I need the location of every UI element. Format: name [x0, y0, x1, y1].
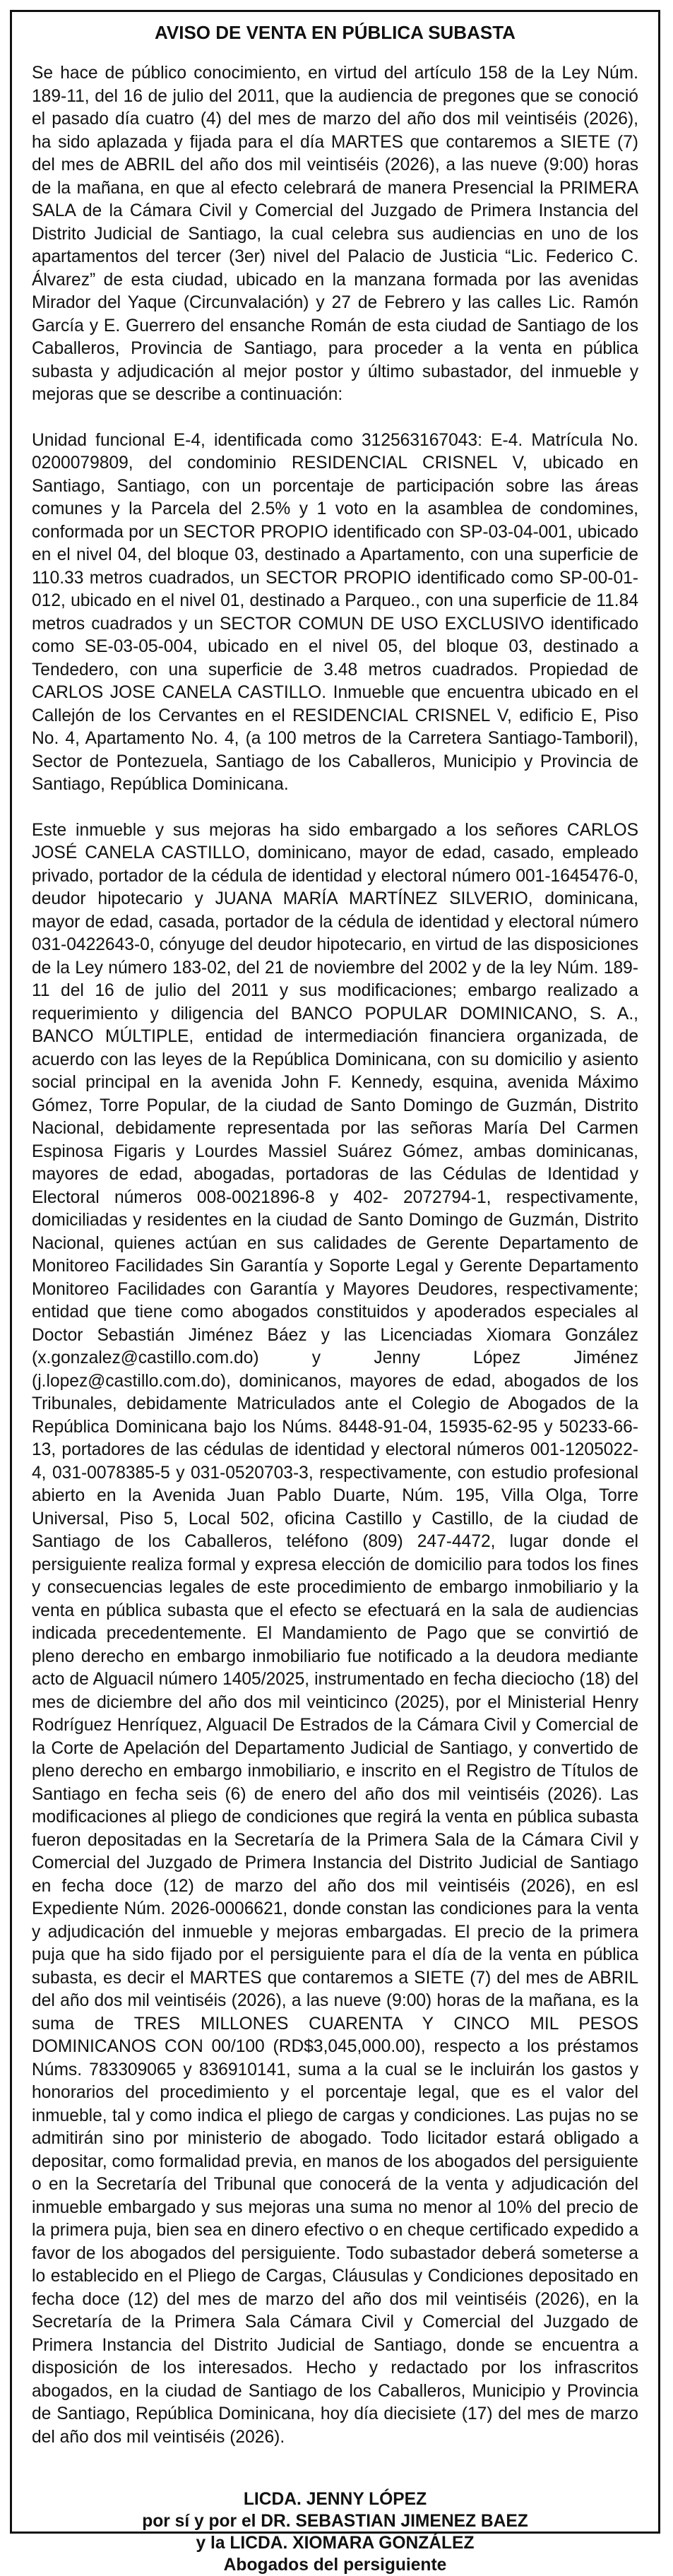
notice-paragraph-property: Unidad funcional E-4, identificada como 312563167043: E-4. Matrícula No. 0200079809, del condominio RESIDENCIAL CRISNEL V, ubicado en Santiago, Santiago, con un porcentaje de participación sobre las áreas comunes y la Parcela del 2.5% y 1 voto en la asamblea de condomines, conformada por un SECTOR PROPIO identificado con SP-03-04-001, ubicado en el nivel 04, del bloque 03, destinado a Apartamento, con una superficie de 110.33 metros cuadrados, un SECTOR PROPIO identificado como SP-00-01-012, ubicado en el nivel 01, destinado a Parqueo., con una superficie de 11.84 metros cuadrados y un SECTOR COMUN DE USO EXCLUSIVO identificado como SE-03-05-004, ubicado en el nivel 05, del bloque 03, destinado a Tendedero, con una superficie de 3.48 metros cuadrados. Propiedad de CARLOS JOSE CANELA CASTILLO. Inmueble que encuentra ubicado en el Callejón de los Cervantes en el RESIDENCIAL CRISNEL V, edificio E, Piso No. 4, Apartamento No. 4, (a 100 metros de la Carretera Santiago-Tamboril), Sector de Pontezuela, Santiago de los Caballeros, Municipio y Provincia de Santiago, República Dominicana. [32, 430, 638, 795]
signature-role: Abogados del persiguiente [223, 2556, 447, 2575]
notice-title: AVISO DE VENTA EN PÚBLICA SUBASTA [155, 22, 516, 43]
signature-name: LICDA. JENNY LÓPEZ [243, 2490, 427, 2510]
notice-paragraph-seizure: Este inmueble y sus mejoras ha sido embargado a los señores CARLOS JOSÉ CANELA CASTILLO, dominicano, mayor de edad, casado, empleado privado, portador de la cédula de identidad y electoral número 001-1645476-0, deudor hipotecario y JUANA MARÍA MARTÍNEZ SILVERIO, dominicana, mayor de edad, casada, portador de la cédula de identidad y electoral número 031-0422643-0, cónyuge del deudor hipotecario, en virtud de las disposiciones de la Ley número 183-02, del 21 de noviembre del 2002 y de la ley Núm. 189-11 del 16 de julio del 2011 y sus modificaciones; embargo realizado a requerimiento y diligencia del BANCO POPULAR DOMINICANO, S. A., BANCO MÚLTIPLE, entidad de intermediación financiera organizada, de acuerdo con las leyes de la República Dominicana, con su domicilio y asiento social principal en la avenida John F. Kennedy, esquina, avenida Máximo Gómez, Torre Popular, de la ciudad de Santo Domingo de Guzmán, Distrito Nacional, debidamente representada por las señoras María Del Carmen Espinosa Figaris y Lourdes Massiel Suárez Gómez, ambas dominicanas, mayores de edad, abogadas, portadoras de las Cédulas de Identidad y Electoral números 008-0021896-8 y 402- 2072794-1, respectivamente, domiciliadas y residentes en la ciudad de Santo Domingo de Guzmán, Distrito Nacional, quienes actúan en sus calidades de Gerente Departamento de Monitoreo Facilidades Sin Garantía y Soporte Legal y Gerente Departamento Monitoreo Facilidades con Garantía y Mayores Deudores, respectivamente; entidad que tiene como abogados constituidos y apoderados especiales al Doctor Sebastián Jiménez Báez y las Licenciadas Xiomara González (x.gonzalez@castillo.com.do) y Jenny López Jiménez (j.lopez@castillo.com.do), dominicanos, mayores de edad, abogados de los Tribunales, debidamente Matriculados ante el Colegio de Abogados de la República Dominicana bajo los Núms. 8448-91-04, 15935-62-95 y 50233-66-13, portadores de las cédulas de identidad y electoral números 001-1205022-4, 031-0078385-5 y 031-0520703-3, respectivamente, con estudio profesional abierto en la Avenida Juan Pablo Duarte, Núm. 195, Villa Olga, Torre Universal, Piso 5, Local 502, oficina Castillo y Castillo, de la ciudad de Santiago de los Caballeros, teléfono (809) 247-4472, lugar donde el persiguiente realiza formal y expresa elección de domicilio para todos los fines y consecuencias legales de este procedimiento de embargo inmobiliario y la venta en pública subasta que el efecto se efectuará en la sala de audiencias indicada precedentemente. El Mandamiento de Pago que se convirtió de pleno derecho en embargo inmobiliario fue notificado a la deudora mediante acto de Alguacil número 1405/2025, instrumentado en fecha dieciocho (18) del mes de diciembre del año dos mil veinticinco (2025), por el Ministerial Henry Rodríguez Henríquez, Alguacil De Estrados de la Cámara Civil y Comercial de la Corte de Apelación del Departamento Judicial de Santiago, y convertido de pleno derecho en embargo inmobiliario, e inscrito en el Registro de Títulos de Santiago en fecha seis (6) de enero del año dos mil veintiséis (2026). Las modificaciones al pliego de condiciones que regirá la venta en pública subasta fueron depositadas en la Secretaría de la Primera Sala de la Cámara Civil y Comercial del Juzgado de Primera Instancia del Distrito Judicial de Santiago en fecha doce (12) de marzo del año dos mil veintiséis (2026), en esl Expediente Núm. 2026-0006621, donde constan las condiciones para la venta y adjudicación del inmueble y mejoras embargadas. El precio de la primera puja que ha sido fijado por el persiguiente para el día de la venta en pública subasta, es decir el MARTES que contaremos a SIETE (7) del mes de ABRIL del año dos mil veintiséis (2026), a las nueve (9:00) horas de la mañana, es la suma de TRES MILLONES CUARENTA Y CINCO MIL PESOS DOMINICANOS CON 00/100 (RD$3,045,000.00), respecto a los préstamos Núms. 783309065 y 836910141, suma a la cual se le incluirán los gastos y honorarios del procedimiento y el porcentaje legal, que es el valor del inmueble, tal y como indica el pliego de cargas y condiciones. Las pujas no se admitirán sino por ministerio de abogado. Todo licitador estará obligado a depositar, como formalidad previa, en manos de los abogados del persiguiente o en la Secretaría del Tribunal que conocerá de la venta y adjudicación del inmueble embargado y sus mejoras una suma no menor al 10% del precio de la primera puja, bien sea en dinero efectivo o en cheque certificado expedido a favor de los abogados del persiguiente. Todo subastador deberá someterse a lo establecido en el Pliego de Cargas, Cláusulas y Condiciones depositado en fecha doce (12) del mes de marzo del año dos mil veintiséis (2026), en la Secretaría de la Primera Sala Cámara Civil y Comercial del Juzgado de Primera Instancia del Distrito Judicial de Santiago, donde se encuentra a disposición de los interesados. Hecho y redactado por los infrascritos abogados, en la ciudad de Santiago de los Caballeros, Municipio y Provincia de Santiago, República Dominicana, hoy día diecisiete (17) del mes de marzo del año dos mil veintiséis (2026). [32, 820, 638, 2447]
legal-notice [10, 10, 660, 2575]
notice-paragraph-hearing: Se hace de público conocimiento, en virtud del artículo 158 de la Ley Núm. 189-11, del 16 de julio del 2011, que la audiencia de pregones que se conoció el pasado día cuatro (4) del mes de marzo del año dos mil veintiséis (2026), ha sido aplazada y fijada para el día MARTES que contaremos a SIETE (7) del mes de ABRIL del año dos mil veintiséis (2026), a las nueve (9:00) horas de la mañana, en que al efecto celebrará de manera Presencial la PRIMERA SALA de la Cámara Civil y Comercial del Juzgado de Primera Instancia del Distrito Judicial de Santiago, la cual celebra sus audiencias en uno de los apartamentos del tercer (3er) nivel del Palacio de Justicia “Lic. Federico C. Álvarez” de esta ciudad, ubicado en la manzana formada por las avenidas Mirador del Yaque (Circunvalación) y 27 de Febrero y las calles Lic. Ramón García y E. Guerrero del ensanche Román de esta ciudad de Santiago de los Caballeros, Provincia de Santiago, para proceder a la venta en pública subasta y adjudicación al mejor postor y último subastador, del inmueble y mejoras que se describe a continuación: [32, 64, 638, 405]
signature-block [32, 2488, 638, 2576]
signature-line-2: por sí y por el DR. SEBASTIAN JIMENEZ BAEZ [142, 2512, 528, 2532]
signature-line-3: y la LICDA. XIOMARA GONZÁLEZ [196, 2534, 475, 2553]
